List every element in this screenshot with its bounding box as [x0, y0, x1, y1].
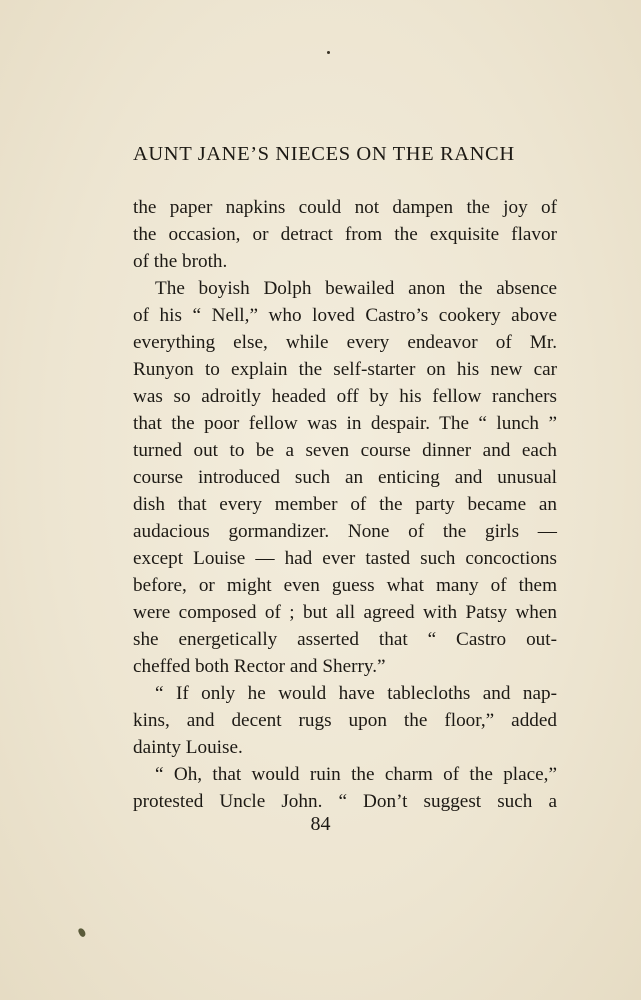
text-line: dish that every member of the party became an — [133, 494, 557, 515]
text-line: the paper napkins could not dampen the joy of — [133, 197, 557, 218]
body-text — [133, 194, 557, 815]
page-number: 84 — [310, 813, 331, 835]
paper-blemish — [77, 927, 86, 938]
text-line: cheffed both Rector and Sherry.” — [133, 656, 386, 677]
text-line: the occasion, or detract from the exquisite flavor — [133, 224, 557, 245]
text-line: protested Uncle John. “ Don’t suggest such a — [133, 791, 557, 812]
text-line: kins, and decent rugs upon the floor,” added — [133, 710, 557, 731]
text-line: audacious gormandizer. None of the girls — — [133, 521, 557, 542]
running-head: AUNT JANE’S NIECES ON THE RANCH — [133, 143, 515, 165]
text-line: Runyon to explain the self-starter on his new car — [133, 359, 557, 380]
text-line: “ If only he would have tablecloths and nap- — [155, 683, 557, 704]
text-line: she energetically asserted that “ Castro out- — [133, 629, 557, 650]
text-line: of the broth. — [133, 251, 228, 272]
text-line: were composed of ; but all agreed with Patsy when — [133, 602, 557, 623]
text-line: except Louise — had ever tasted such concoctions — [133, 548, 557, 569]
text-line: of his “ Nell,” who loved Castro’s cookery above — [133, 305, 557, 326]
text-line: was so adroitly headed off by his fellow ranchers — [133, 386, 557, 407]
text-line: turned out to be a seven course dinner and each — [133, 440, 557, 461]
text-line: course introduced such an enticing and unusual — [133, 467, 557, 488]
text-line: dainty Louise. — [133, 737, 243, 758]
text-line: The boyish Dolph bewailed anon the absence — [155, 278, 557, 299]
paper-speck — [327, 51, 330, 54]
text-line: everything else, while every endeavor of Mr. — [133, 332, 557, 353]
text-line: that the poor fellow was in despair. The “ lunch ” — [133, 413, 557, 434]
text-line: before, or might even guess what many of them — [133, 575, 557, 596]
text-line: “ Oh, that would ruin the charm of the place,” — [155, 764, 557, 785]
